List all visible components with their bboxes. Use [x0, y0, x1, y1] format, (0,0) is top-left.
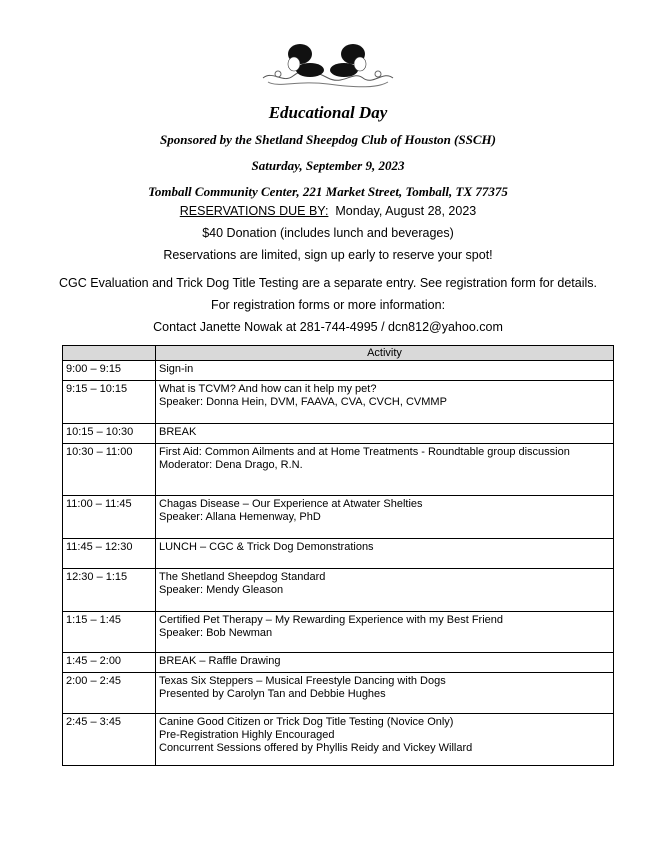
- time-cell: 2:45 – 3:45: [63, 714, 156, 766]
- donation-line: $40 Donation (includes lunch and beverages): [202, 226, 454, 240]
- activity-cell: [156, 569, 614, 612]
- activity-cell: [156, 496, 614, 539]
- activity-cell: [156, 361, 614, 381]
- activity-line: Canine Good Citizen or Trick Dog Title Testing (Novice Only): [159, 716, 454, 728]
- activity-line: The Shetland Sheepdog Standard: [159, 571, 326, 583]
- activity-header: Activity: [156, 346, 614, 361]
- event-date: Saturday, September 9, 2023: [251, 158, 405, 173]
- activity-cell: [156, 653, 614, 673]
- info-block: [0, 276, 656, 342]
- activity-cell: [156, 381, 614, 424]
- event-location: Tomball Community Center, 221 Market Street, Tomball, TX 77375: [148, 184, 508, 199]
- table-row: [63, 569, 614, 612]
- reservation-due-date: Monday, August 28, 2023: [335, 204, 477, 218]
- event-title: Educational Day: [268, 103, 388, 122]
- contact-line: Contact Janette Nowak at 281-744-4995 / dcn812@yahoo.com: [153, 320, 503, 334]
- activity-line: Speaker: Allana Hemenway, PhD: [159, 511, 321, 523]
- time-cell: 11:00 – 11:45: [63, 496, 156, 539]
- schedule-header-row: [63, 346, 614, 361]
- activity-line: Moderator: Dena Drago, R.N.: [159, 459, 303, 471]
- table-row: [63, 653, 614, 673]
- table-row: [63, 539, 614, 569]
- activity-line: What is TCVM? And how can it help my pet?: [159, 383, 377, 395]
- table-row: [63, 444, 614, 496]
- activity-line: Certified Pet Therapy – My Rewarding Experience with my Best Friend: [159, 614, 503, 626]
- activity-line: Pre-Registration Highly Encouraged: [159, 729, 335, 741]
- time-cell: 10:30 – 11:00: [63, 444, 156, 496]
- table-row: [63, 714, 614, 766]
- schedule-table: [62, 345, 614, 766]
- activity-line: Presented by Carolyn Tan and Debbie Hughes: [159, 688, 386, 700]
- sheltie-logo: [258, 40, 398, 90]
- reservation-deadline: [0, 204, 656, 219]
- time-cell: 9:00 – 9:15: [63, 361, 156, 381]
- activity-line: LUNCH – CGC & Trick Dog Demonstrations: [159, 541, 374, 553]
- time-cell: 12:30 – 1:15: [63, 569, 156, 612]
- table-row: [63, 424, 614, 444]
- reservations-block: [0, 204, 656, 270]
- activity-line: BREAK – Raffle Drawing: [159, 655, 281, 667]
- time-cell: 1:15 – 1:45: [63, 612, 156, 653]
- time-cell: 2:00 – 2:45: [63, 673, 156, 714]
- activity-line: Speaker: Bob Newman: [159, 627, 273, 639]
- table-row: [63, 612, 614, 653]
- activity-line: First Aid: Common Ailments and at Home Treatments - Roundtable group discussion: [159, 446, 570, 458]
- time-cell: 1:45 – 2:00: [63, 653, 156, 673]
- reservation-limit-line: Reservations are limited, sign up early to reserve your spot!: [163, 248, 493, 262]
- activity-line: Chagas Disease – Our Experience at Atwater Shelties: [159, 498, 423, 510]
- reservation-due-label: RESERVATIONS DUE BY:: [179, 204, 329, 218]
- time-header: [63, 346, 156, 361]
- activity-cell: [156, 539, 614, 569]
- activity-line: Concurrent Sessions offered by Phyllis Reidy and Vickey Willard: [159, 742, 473, 754]
- table-row: [63, 381, 614, 424]
- activity-line: Sign-in: [159, 363, 194, 375]
- time-cell: 11:45 – 12:30: [63, 539, 156, 569]
- table-row: [63, 673, 614, 714]
- activity-cell: [156, 424, 614, 444]
- activity-line: Speaker: Mendy Gleason: [159, 584, 284, 596]
- activity-line: BREAK: [159, 426, 197, 438]
- activity-cell: [156, 444, 614, 496]
- activity-cell: [156, 673, 614, 714]
- activity-cell: [156, 714, 614, 766]
- table-row: [63, 361, 614, 381]
- cgc-note: CGC Evaluation and Trick Dog Title Testing are a separate entry. See registration form for details.: [59, 276, 597, 290]
- forms-note: For registration forms or more information:: [210, 298, 446, 312]
- sponsor-line: Sponsored by the Shetland Sheepdog Club of Houston (SSCH): [160, 132, 496, 147]
- time-cell: 9:15 – 10:15: [63, 381, 156, 424]
- activity-line: Texas Six Steppers – Musical Freestyle Dancing with Dogs: [159, 675, 446, 687]
- table-row: [63, 496, 614, 539]
- event-header: [0, 103, 656, 210]
- activity-line: Speaker: Donna Hein, DVM, FAAVA, CVA, CVCH, CVMMP: [159, 396, 447, 408]
- activity-cell: [156, 612, 614, 653]
- time-cell: 10:15 – 10:30: [63, 424, 156, 444]
